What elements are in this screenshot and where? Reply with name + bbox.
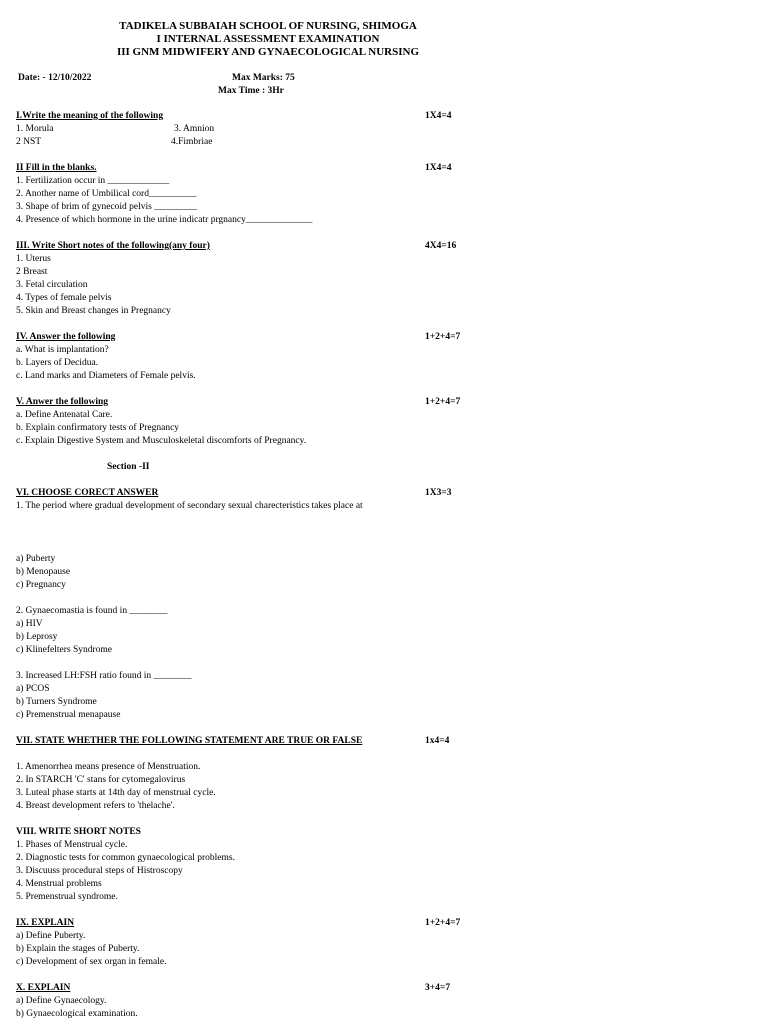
school-title: TADIKELA SUBBAIAH SCHOOL OF NURSING, SHIMOGA	[119, 20, 417, 32]
list-item: 4.Fimbriae	[171, 137, 213, 147]
max-time: Max Time : 3Hr	[218, 86, 284, 96]
list-item: 2. In STARCH 'C' stans for cytomegalovirus	[16, 775, 186, 785]
section-2-title: II Fill in the blanks.	[16, 163, 97, 173]
exam-date: Date: - 12/10/2022	[18, 73, 92, 83]
option: a) PCOS	[16, 684, 50, 694]
list-item: 1. Morula	[16, 124, 54, 134]
option: c) Premenstrual menapause	[16, 710, 121, 720]
list-item: 1. Uterus	[16, 254, 51, 264]
section-8-title: VIII. WRITE SHORT NOTES	[16, 827, 141, 837]
list-item: 4. Menstrual problems	[16, 879, 102, 889]
section-1-title: I.Write the meaning of the following	[16, 111, 164, 121]
option: a) HIV	[16, 619, 43, 629]
option: c) Pregnancy	[16, 580, 66, 590]
list-item: 2 Breast	[16, 267, 48, 277]
list-item: a) Define Gynaecology.	[16, 996, 107, 1006]
section-7-marks: 1x4=4	[425, 736, 450, 746]
section-6-title: VI. CHOOSE CORECT ANSWER	[16, 488, 159, 498]
section-2-marks: 1X4=4	[425, 163, 452, 173]
list-item: 3. Fetal circulation	[16, 280, 88, 290]
list-item: b. Layers of Decidua.	[16, 358, 99, 368]
list-item: 3. Luteal phase starts at 14th day of menstrual cycle.	[16, 788, 216, 798]
section-1-marks: 1X4=4	[425, 111, 452, 121]
list-item: 3. Discuuss procedural steps of Histroscopy	[16, 866, 183, 876]
section-2-heading: Section -II	[107, 462, 150, 472]
list-item: 4. Presence of which hormone in the urine indicatr prgnancy______________	[16, 215, 313, 225]
option: a) Puberty	[16, 554, 56, 564]
question: 2. Gynaecomastia is found in ________	[16, 606, 168, 616]
list-item: c) Development of sex organ in female.	[16, 957, 167, 967]
section-9-title: IX. EXPLAIN	[16, 918, 75, 928]
list-item: c. Explain Digestive System and Musculoskeletal discomforts of Pregnancy.	[16, 436, 307, 446]
option: c) Klinefelters Syndrome	[16, 645, 113, 655]
list-item: a. What is implantation?	[16, 345, 109, 355]
list-item: 1. Amenorrhea means presence of Menstruation.	[16, 762, 201, 772]
max-marks: Max Marks: 75	[232, 73, 295, 83]
list-item: 2 NST	[16, 137, 42, 147]
list-item: 2. Diagnostic tests for common gynaecological problems.	[16, 853, 235, 863]
section-10-marks: 3+4=7	[425, 983, 451, 993]
list-item: 4. Breast development refers to 'thelache'.	[16, 801, 175, 811]
section-9-marks: 1+2+4=7	[425, 918, 461, 928]
exam-title: I INTERNAL ASSESSMENT EXAMINATION	[156, 33, 380, 45]
section-6-marks: 1X3=3	[425, 488, 452, 498]
list-item: b) Explain the stages of Puberty.	[16, 944, 140, 954]
list-item: 3. Shape of brim of gynecoid pelvis _________	[16, 202, 198, 212]
list-item: 4. Types of female pelvis	[16, 293, 112, 303]
list-item: 1. Fertilization occur in _____________	[16, 176, 170, 186]
section-5-marks: 1+2+4=7	[425, 397, 461, 407]
list-item: 5. Skin and Breast changes in Pregnancy	[16, 306, 171, 316]
section-10-title: X. EXPLAIN	[16, 983, 71, 993]
option: b) Turners Syndrome	[16, 697, 97, 707]
question: 3. Increased LH:FSH ratio found in ________	[16, 671, 192, 681]
list-item: c. Land marks and Diameters of Female pelvis.	[16, 371, 196, 381]
list-item: a) Define Puberty.	[16, 931, 86, 941]
list-item: b. Explain confirmatory tests of Pregnancy	[16, 423, 180, 433]
list-item: b) Gynaecological examination.	[16, 1009, 138, 1019]
section-7-title: VII. STATE WHETHER THE FOLLOWING STATEMENT ARE TRUE OR FALSE	[16, 736, 363, 746]
list-item: 5. Premenstrual syndrome.	[16, 892, 118, 902]
section-4-marks: 1+2+4=7	[425, 332, 461, 342]
subject-title: III GNM MIDWIFERY AND GYNAECOLOGICAL NURSING	[116, 46, 420, 58]
section-5-title: V. Anwer the following	[16, 397, 109, 407]
option: b) Menopause	[16, 567, 71, 577]
section-4-title: IV. Answer the following	[16, 332, 116, 342]
list-item: a. Define Antenatal Care.	[16, 410, 113, 420]
question: 1. The period where gradual development of secondary sexual charecteristics takes place at	[16, 501, 363, 511]
list-item: 2. Another name of Umbilical cord__________	[16, 189, 197, 199]
option: b) Leprosy	[16, 632, 58, 642]
list-item: 1. Phases of Menstrual cycle.	[16, 840, 128, 850]
section-3-title: III. Write Short notes of the following(any four)	[16, 241, 210, 251]
list-item: 3. Amnion	[174, 124, 215, 134]
section-3-marks: 4X4=16	[425, 241, 457, 251]
